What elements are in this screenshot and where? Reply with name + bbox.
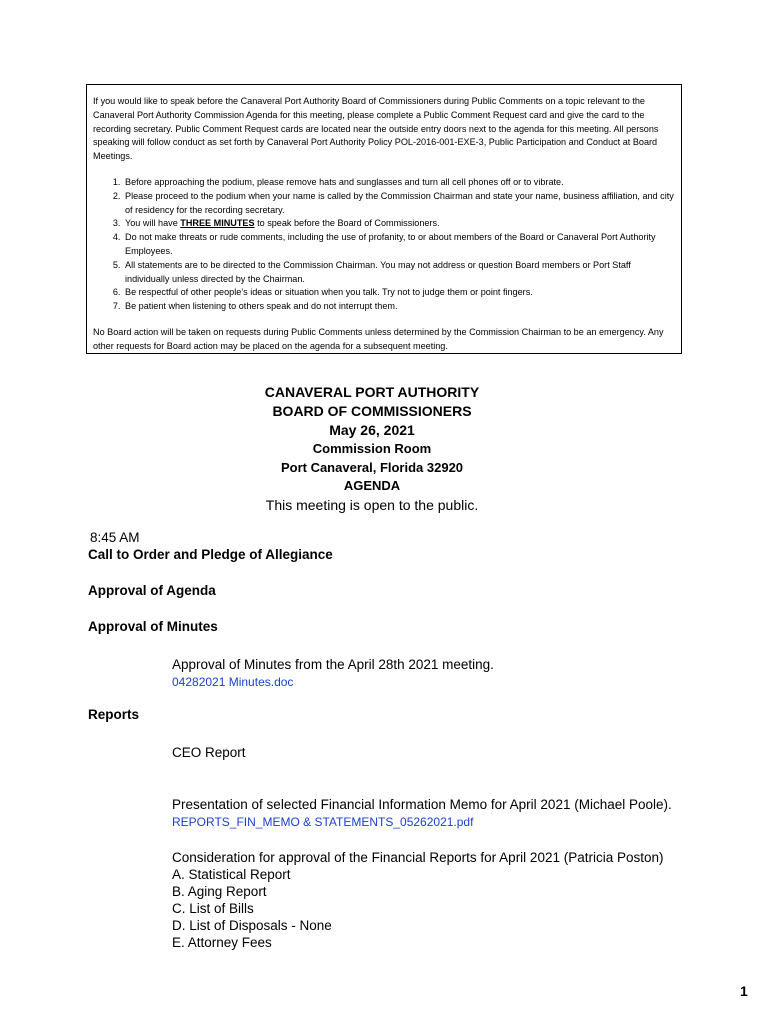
fin-subitem: B. Aging Report: [172, 884, 267, 899]
rule-item: 6. Be respectful of other people’s ideas or situation when you talk. Try not to judge them or point fingers.: [123, 286, 675, 300]
minutes-item: [172, 657, 494, 689]
rule-item: 2. Please proceed to the podium when your name is called by the Commission Chairman and state your name, business affiliation, and city of residency for the recording secretary.: [123, 190, 675, 218]
fin-subitem: D. List of Disposals - None: [172, 918, 332, 933]
board-name: BOARD OF COMMISSIONERS: [272, 403, 472, 419]
fin-memo-link[interactable]: REPORTS_FIN_MEMO & STATEMENTS_05262021.pdf: [172, 815, 474, 829]
rule-item: [123, 217, 675, 231]
agenda-title: AGENDA: [343, 478, 401, 493]
fin-memo-item: [172, 797, 672, 829]
rule-item: 7. Be patient when listening to others speak and do not interrupt them.: [123, 300, 675, 314]
rule-item: 1. Before approaching the podium, please remove hats and sunglasses and turn all cell phones off or to vibrate.: [123, 176, 675, 190]
minutes-doc-link[interactable]: 04282021 Minutes.doc: [172, 675, 294, 689]
fin-reports-item: [172, 849, 664, 951]
meeting-room: Commission Room: [312, 441, 432, 456]
fin-subitem: E. Attorney Fees: [172, 935, 272, 950]
minutes-text: Approval of Minutes from the April 28th 2021 meeting.: [172, 657, 494, 672]
rule3-suffix: to speak before the Board of Commissioners.: [254, 218, 440, 229]
rule-item: 4. Do not make threats or rude comments, including the use of profanity, to or about members of the Board or Canaveral Port Authority Employees.: [123, 231, 675, 259]
agenda-header: [0, 383, 744, 515]
org-name: CANAVERAL PORT AUTHORITY: [264, 384, 480, 400]
ceo-report: CEO Report: [172, 745, 246, 760]
section-reports: Reports: [88, 707, 140, 722]
meeting-location: Port Canaveral, Florida 32920: [280, 459, 464, 475]
section-approval-agenda: Approval of Agenda: [88, 583, 216, 598]
fin-subitem: C. List of Bills: [172, 901, 254, 916]
fin-subitem: A. Statistical Report: [172, 867, 291, 882]
page-number: 1: [740, 983, 748, 999]
section-call-to-order: Call to Order and Pledge of Allegiance: [88, 547, 333, 562]
conduct-rules-list: [93, 176, 675, 314]
meeting-time: 8:45 AM: [90, 530, 140, 545]
public-comment-notice: [86, 84, 682, 354]
rule3-prefix: You will have: [125, 218, 181, 229]
fin-reports-text: Consideration for approval of the Financial Reports for April 2021 (Patricia Poston): [172, 850, 664, 865]
fin-memo-text: Presentation of selected Financial Information Memo for April 2021 (Michael Poole).: [172, 797, 672, 812]
rule-item: 5. All statements are to be directed to the Commission Chairman. You may not address or question Board members or Port Staff individually unless directed by the Chairman.: [123, 259, 675, 287]
three-minutes-emphasis: THREE MINUTES: [180, 218, 255, 229]
notice-closing: No Board action will be taken on requests during Public Comments unless determined by the Commission Chairman to be an emergency. Any other requests for Board action may be placed on the agenda for a subsequent meeting.: [93, 326, 664, 351]
open-notice: This meeting is open to the public.: [265, 496, 479, 513]
notice-intro: If you would like to speak before the Canaveral Port Authority Board of Commissioners during Public Comments on a topic relevant to the Canaveral Port Authority Commission Agenda for this meeting, please complete a Public Comment Request card and give the card to the recording secretary. Public Comment Request cards are located near the outside entry doors next to the agenda for this meeting. All persons speaking will follow conduct as set forth by Canaveral Port Authority Policy POL-2016-001-EXE-3, Public Participation and Conduct at Board Meetings.: [93, 96, 659, 162]
meeting-date: May 26, 2021: [329, 422, 415, 438]
section-approval-minutes: Approval of Minutes: [88, 619, 218, 634]
